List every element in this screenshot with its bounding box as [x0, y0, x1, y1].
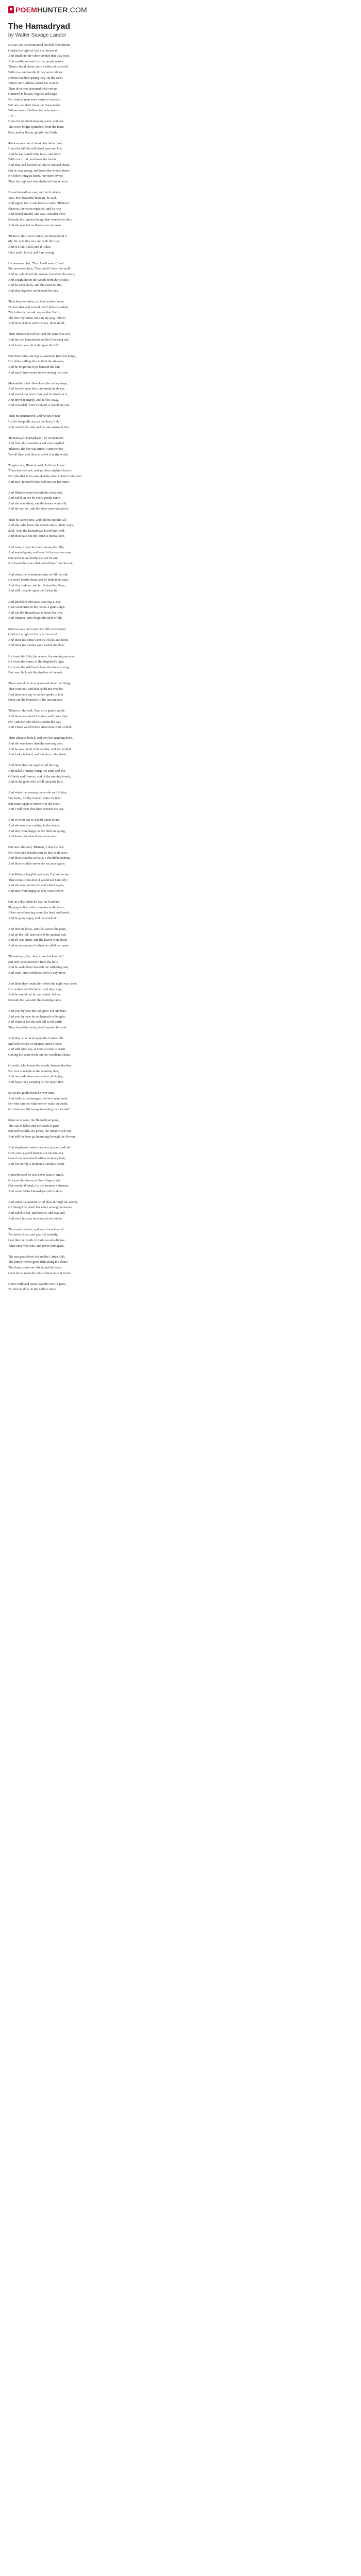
- poem-line: A bee came buzzing round his head and hands,: [8, 911, 70, 915]
- poem-line: Calling his name from out the woodland shade.: [8, 1053, 71, 1057]
- poem-line: Where stern Athene raised her citadel,: [8, 81, 59, 86]
- poem-line: And she was comforted, and smiled again,: [8, 884, 64, 888]
- stanza-break: [8, 1004, 353, 1009]
- poem-line: Rhaicos was born amid the hills wherefrom: [8, 627, 66, 631]
- poem-line: And look'd around, and saw a maiden there: [8, 212, 65, 216]
- stanza-break: [8, 567, 353, 572]
- poem-line: And he forgot the tryst beneath the oak,: [8, 365, 61, 369]
- stanza-break: [8, 1030, 353, 1036]
- poem-line: And thou wouldst never see my face again.': [8, 862, 66, 866]
- poem-line: And there they found him when the night was come,: [8, 982, 78, 986]
- stanza-break: [8, 1222, 353, 1227]
- poem-line: But come again to-morrow at the noon,: [8, 802, 60, 806]
- poemhunter-logo-icon: [8, 6, 14, 13]
- poem-line: And he had watch'd the fawn, and dealt: [8, 152, 60, 156]
- poem-line: And I will meet thee here beneath the oak.': [8, 807, 65, 811]
- stanza-break: [8, 1194, 353, 1200]
- poem-line: With rustic toil; and knew the beech: [8, 158, 56, 162]
- poem-line: And thou hast loved this tree, and I love thee;: [8, 715, 69, 719]
- poem-line: Of birds and flowers, and of the running brook,: [8, 774, 71, 778]
- poem-line: 'Rhaicos, the bee was mine; I sent the bee: [8, 447, 63, 451]
- poem-line: And she was ever waiting in the shade;: [8, 823, 60, 827]
- poem-line: And thou, if thou wilt love me, thou art all.': [8, 321, 66, 326]
- poem-line: He answered her, 'Then I will save it;' and: [8, 261, 64, 265]
- poem-line: And tended goats, and watch'd the seasons turn;: [8, 551, 72, 555]
- poem-line: The wave bright-sprinkled, from the foam: [8, 125, 64, 129]
- stanza-break: [8, 621, 353, 627]
- poem-line: And stay'd from morn to eve among the corn.: [8, 370, 69, 375]
- poem-line: Rhaicos, the voice repeated, and he rose: [8, 207, 61, 211]
- poem-line: RHAICOS was born amid the hills wherefrom: [8, 43, 70, 47]
- stanza-break: [8, 976, 353, 982]
- poem-line: And when the autumn wind blew through the woods,: [8, 1200, 78, 1204]
- poem-line: He stood beside them, and he bade them stay;: [8, 578, 69, 582]
- poem-line: Said, 'Son, the Hamadryad loved thee well,: [8, 529, 65, 533]
- stanza-break: [8, 867, 353, 873]
- poem-line: Then he remember'd, and he ran in fear: [8, 414, 60, 418]
- stanza-break: [8, 539, 353, 545]
- poem-line: And wept, and would not leave it any more.: [8, 971, 67, 975]
- poem-line: Beneath the topmost bough that waved o'er him,: [8, 218, 72, 222]
- poem-line: 'Rhaicos,' she said, 'thou art a gentle youth,: [8, 709, 65, 713]
- logo-text-tld: .COM: [68, 6, 87, 14]
- poem-line: The sun goes down behind the Carian hills,: [8, 1255, 65, 1259]
- stanza-break: [8, 485, 353, 490]
- poem-line: And call'd to her, and listen'd, and was still,: [8, 1211, 66, 1215]
- poem-line: For I am she who dwells within the oak,: [8, 720, 61, 724]
- poem-line: And still, they say, at noon a voice is heard: [8, 1047, 65, 1052]
- poem-line: And lovely was the light upon the hill.: [8, 343, 59, 347]
- poem-line: And wounded, from his hand, it found the oak.: [8, 403, 70, 408]
- poem-line: And all was silent, and the leaves were dead,: [8, 938, 68, 942]
- stanza-break: [8, 594, 353, 600]
- stanza-break: [8, 135, 353, 141]
- poem-body: [8, 43, 353, 1293]
- poem-line: And Rhaicos, who forgot the tryst of old.: [8, 616, 63, 620]
- poem-line: And Rhaicos wept beneath the silent oak,: [8, 490, 63, 495]
- poem-line: Lest like the youth of Caria we should lose: [8, 1239, 65, 1243]
- poem-line: And then he knew, and fled across the plain,: [8, 927, 67, 931]
- stanza-break: [8, 327, 353, 332]
- poem-line: And she was silent, and the leaves were still,: [8, 501, 68, 505]
- poem-line: And she was fair as flowers are at dawn.: [8, 223, 62, 227]
- poem-line: And there one day a maiden spoke to him: [8, 692, 63, 697]
- poem-line: And there his mother spun beside the door.: [8, 643, 65, 648]
- poem-line: That were not, and that could not ever be;: [8, 687, 63, 691]
- poem-line: And when at last the oak fell to the earth,: [8, 1020, 63, 1024]
- poem-line: Cluster'd in bosses, regular and large.: [8, 92, 58, 96]
- stanza-break: [8, 1085, 353, 1091]
- poem-line: Upon the hill the wild-bred goat and kid;: [8, 147, 62, 151]
- stanza-break: [8, 703, 353, 709]
- poem-line: And leave thee weeping by the fallen tree.: [8, 1080, 64, 1084]
- poem-line: And thou hast lost her; such is mortal love.': [8, 534, 66, 538]
- poem-line: And strike no messenger that love may send;: [8, 1096, 68, 1100]
- poem-line: Rhaicos is gone, the Hamadryad gone,: [8, 1118, 59, 1122]
- poem-line: And year by year he sat beneath its boughs;: [8, 1014, 66, 1019]
- stanza-break: [8, 1167, 353, 1173]
- stanza-break: [8, 256, 353, 261]
- poem-line: But on a day when he was far from her,: [8, 900, 60, 904]
- poem-line: And now, farewell; thou wilt not see me more.': [8, 480, 70, 484]
- poem-content: [8, 22, 353, 1293]
- poem-line: The festal choirs are silent, and the stars: [8, 1266, 61, 1269]
- poem-line: And no one answer'd when he call'd her name.: [8, 943, 70, 947]
- poem-line: And so from day to day he came to her,: [8, 818, 60, 822]
- stanza-break: [8, 348, 353, 354]
- stanza-break: [8, 840, 353, 845]
- poem-line: And they who dwell upon the Carian hills: [8, 1037, 64, 1041]
- poem-line: And they forbore, and left it standing there,: [8, 583, 65, 587]
- stanza-break: [8, 457, 353, 463]
- poem-line: To love thee and to tend thee?' Rhaicos asked.: [8, 305, 69, 309]
- poem-line: And he sank down beneath the withering oak,: [8, 965, 69, 970]
- poem-line: And sought her in the woods from day to day;: [8, 278, 69, 282]
- poem-line: Nor join the dances of the village youth;: [8, 1178, 62, 1182]
- poem-line: And the sun set, and the stars came out above.: [8, 507, 70, 511]
- poem-line: His father calling him to bind the sheaves,: [8, 360, 64, 364]
- stanza-break: [8, 1058, 353, 1063]
- poem-line: And from the branches a sad voice replied:: [8, 442, 65, 446]
- poem-line: But he was young, and loved the woods alone;: [8, 168, 70, 173]
- poem-line: For who that loves would strike what comes from love?: [8, 474, 82, 478]
- poem-line: She answered him, 'Then shall I love thee well.': [8, 267, 71, 271]
- poem-line: And went his way in silence to his home.: [8, 1216, 63, 1221]
- poem-line: Meanwhile a bee flew down the valley slope,: [8, 381, 68, 385]
- poem-line: Nor heard the voice that called him from the tree.: [8, 562, 74, 566]
- poem-line: To call thee, and thou struck'st it in thy wrath.': [8, 452, 70, 456]
- poem-line: He loved the hills, the woods, the running streams;: [8, 654, 75, 658]
- poem-line: And hover'd near him, humming in his ear,: [8, 387, 65, 391]
- stanza-break: [8, 184, 353, 190]
- poem-line: 'Rhaicos, this tree is mine; the Hamadryad I;: [8, 234, 67, 238]
- poem-line: And knew not what it was to be apart.: [8, 835, 59, 839]
- poem-line: Playing at dice with comrades in the town,: [8, 905, 64, 909]
- poem-line: And would not leave him; and he struck at it,: [8, 393, 68, 396]
- poem-line: Still tell the tale of Rhaicos and his love;: [8, 1042, 62, 1046]
- poem-line: And when the evening came she said to him,: [8, 791, 68, 795]
- poem-line: And lost her by a moment's careless wrath.: [8, 1162, 65, 1166]
- poem-line: 'Hamadryad! Hamadryad!' he cried aloud;: [8, 436, 64, 440]
- poem-line: He loved the wild bee's hum, the linnet's song;: [8, 665, 70, 669]
- poem-line: And smaller onward are the purple waves.: [8, 59, 64, 63]
- logo-text-poem: POEM: [15, 6, 38, 14]
- stanza-break: [8, 430, 353, 436]
- poem-line: Then he went home, and told his mother all;: [8, 518, 67, 522]
- poem-line: And he would not be comforted, but sat: [8, 993, 61, 997]
- poem-line: And she, who knew the woods and all their ways,: [8, 523, 74, 528]
- poem-line: Beneath the oak until the morning came.: [8, 998, 62, 1002]
- poem-line: Than the high tree that sheltered him at noon.: [8, 179, 69, 183]
- poem-line: Hence milk and honey wonder not, O guest,: [8, 1282, 67, 1286]
- site-logo[interactable]: [8, 4, 87, 15]
- poem-line: But once she said, 'Rhaicos, I fear the bee;: [8, 845, 64, 850]
- poem-line: And up the hill, and reach'd the ancient oak;: [8, 933, 67, 937]
- poem-line: Gnidos the light of Caria is discern'd;: [8, 633, 58, 637]
- poem-line: And one rash blow may shatter all its joy,: [8, 1075, 63, 1079]
- poem-line: And they were happy as they were before.: [8, 889, 64, 893]
- poem-line: To cherish love, and guard it tenderly,: [8, 1233, 58, 1237]
- poem-line: And drove it angrily, and it flew away,: [8, 398, 59, 402]
- poem-line: With rose and myrtle if they were inborn;: [8, 70, 63, 74]
- poem-line: The oak is fallen and the shade is past;: [8, 1124, 59, 1128]
- poem-line: The dew my nurse, the sun my play-fellow;: [8, 316, 66, 320]
- poem-line: 'My father is the oak, my mother Earth;: [8, 311, 60, 315]
- poem-line: And he was dumb with wonder, and she smiled,: [8, 747, 72, 751]
- poem-line: 'Hast thou no father, no kind mother, none: [8, 299, 64, 303]
- poem-line: Thence festal choirs were visible, all crown'd: [8, 65, 68, 69]
- poem-line: Then Rhaicos loved her; and the wind was still,: [8, 332, 71, 336]
- poem-line: And when the woodmen came to fell the oak,: [8, 572, 69, 577]
- poem-line: Hear sometimes in the leaves a gentle sigh,: [8, 605, 65, 609]
- poem-line: There would he lie at noon and dream of things: [8, 682, 71, 686]
- poem-line: And reach'd the oak; and no one answer'd him.: [8, 425, 70, 429]
- poem-line: And travellers who pass that way at eve: [8, 600, 61, 604]
- poem-line: But one was their devotion: 'twas to her: [8, 103, 61, 107]
- poem-line: And sighed for it; and heard a voice: 'Rhaicos!': [8, 201, 71, 206]
- poem-line: And thou shouldst strike it, I should be undone,: [8, 856, 71, 860]
- stanza-break: [8, 376, 353, 381]
- poem-line: They found him lying dead beneath its roots.: [8, 1025, 68, 1029]
- poem-line: What once was ours, and never find again.: [8, 1244, 64, 1248]
- poem-line: Or what dear life hangs trembling on a thread?: [8, 1107, 70, 1111]
- stanza-break: [8, 894, 353, 900]
- stanza-break: [8, 1140, 353, 1145]
- stanza-break: [8, 676, 353, 682]
- poem-line: And she was fairer than the morning star;: [8, 742, 63, 745]
- poem-line: Rhaicos was one of these; his father bred: [8, 141, 62, 145]
- poem-line: Upon the hundred-heaving wave, and saw: [8, 120, 64, 124]
- poem-line: -- § --: [8, 114, 16, 118]
- poem-line: 'Go home, for thy mother waits for thee;: [8, 796, 62, 800]
- poem-byline: by Walter Savage Landor: [8, 32, 67, 38]
- poem-line: And if it fall, I fall; and if it dies: [8, 245, 51, 249]
- poem-line: Thus ends the tale; and may it teach us all: [8, 1227, 64, 1231]
- poem-line: Then Rhaicos look'd, and saw her standing there,: [8, 736, 73, 740]
- stanza-break: [8, 512, 353, 518]
- poem-line: And still it stands upon the Carian hill.: [8, 589, 60, 593]
- poem-line: 'Forgive me,' Rhaicos said; 'I did not know.': [8, 463, 66, 467]
- poem-line: For love is fragile as the morning dew,: [8, 1069, 59, 1073]
- poem-line: If from Pandion sprang they, on the coast: [8, 76, 63, 80]
- poem-line: For who can tell what sorrow waits on wrath,: [8, 1102, 68, 1106]
- stanza-break: [8, 1276, 353, 1282]
- poem-line: No holier thing he knew, nor more divine,: [8, 174, 64, 178]
- poem-line: Look down upon the place where once it stood.: [8, 1271, 71, 1275]
- stanza-break: [8, 731, 353, 736]
- poem-line: Tree, how beautiful thou art, he said,: [8, 196, 57, 200]
- poem-line: And of the gods who dwell upon the hills.: [8, 780, 64, 784]
- poem-line: But still the hills are green, the streams still run,: [8, 1129, 72, 1133]
- poem-line: My life is in this tree and with this tree;: [8, 240, 60, 244]
- poem-line: But wander'd lonely by the mountain streams,: [8, 1184, 69, 1188]
- poem-line: Gnidos the light of Caria is discern'd;: [8, 48, 58, 53]
- poem-line: And small are the white-crested that play near,: [8, 54, 70, 58]
- poem-line: He thought he heard her voice among the leaves,: [8, 1206, 73, 1210]
- poem-line: That comes from thee; I would not hurt a fly',: [8, 878, 69, 882]
- poem-line: But only echo answer'd from the hills;: [8, 960, 59, 964]
- poem-line: And say the Hamadryad mourns her love,: [8, 611, 63, 615]
- poem-line: 'Thou knewest not, and yet thou mightest know;: [8, 469, 72, 473]
- poem-line: And shepherds, when they rest at noon, will tell: [8, 1145, 72, 1149]
- poem-line: And he, who loved the woods, loved her the more,: [8, 272, 75, 276]
- poem-line: And there his father kept the flocks and herds,: [8, 638, 70, 642]
- poem-line: And the bee hummed about the flowering ash,: [8, 338, 70, 342]
- poem-line: For various men wore various coronals;: [8, 97, 61, 101]
- poem-line: And he came daily, and she came to him,: [8, 283, 62, 287]
- poem-line: From out the branches of the ancient tree.: [8, 698, 63, 702]
- poem-line: And still the bees go humming through the flowers.: [8, 1134, 76, 1139]
- poem-line: Up the steep hill, across the dewy field,: [8, 419, 60, 423]
- stanza-break: [8, 949, 353, 955]
- stanza-break: [8, 758, 353, 764]
- poem-line: But most he loved the shadow of the oak.: [8, 671, 63, 675]
- poem-line: And there they sat together all the day,: [8, 764, 59, 768]
- stanza-break: [8, 294, 353, 299]
- poem-line: The purple waves grow dark along the shore;: [8, 1260, 68, 1264]
- poem-line: How once a youth beneath an ancient oak: [8, 1151, 63, 1155]
- stanza-break: [8, 228, 353, 234]
- poem-line: Henceforward he was never seen to smile,: [8, 1173, 64, 1177]
- poem-line: 'Hamadryad,' he cried, 'come back to me!': [8, 955, 63, 959]
- stanza-break: [8, 649, 353, 654]
- poem-line: For if the bee should come to thee with news,: [8, 851, 69, 855]
- poem-line: I die; and it is old, and I am young.': [8, 250, 55, 255]
- poem-line: And he grew angry, and he struck at it.: [8, 917, 59, 920]
- stanza-break: [8, 922, 353, 927]
- poem-line: And they together sat beneath the oak.: [8, 289, 59, 293]
- poem-line: Rise, and in Beauty glorify the Earth.: [8, 130, 58, 134]
- poem-line: And Rhaicos laugh'd, and said, 'I strike no bee: [8, 873, 70, 877]
- poem-line: And mourn'd the Hamadryad all his days.: [8, 1189, 63, 1193]
- poem-line: And I have watch'd thee since thou wert a child.': [8, 725, 73, 730]
- poem-line: So let the gentle heart be ever kind,: [8, 1091, 55, 1095]
- poem-line: Whose laws all follow, her who smiled: [8, 109, 60, 113]
- poem-line: And year by year the oak grew old and bare,: [8, 1009, 67, 1013]
- poem-line: To find set duly on the hollow stone.: [8, 1287, 57, 1292]
- poem-line: And many a year he lived among the hills,: [8, 545, 64, 549]
- poem-line: But never more beside the oak he sat,: [8, 556, 58, 560]
- poem-line: O youth, who lovest the woods, beware the bee;: [8, 1064, 72, 1068]
- stanza-break: [8, 409, 353, 414]
- poem-line: But there came one day a summons from his home,: [8, 354, 76, 358]
- logo-text-hunter: HUNTER: [37, 6, 68, 14]
- poem-line: And they were happy as the birds in spring,: [8, 829, 66, 833]
- poem-line: Then olive was intwined with violets: [8, 87, 57, 91]
- poem-line: He sat beneath an oak, and, in its shade,: [8, 191, 61, 195]
- poem-line: He loved the music of the shepherd's pipe;: [8, 660, 64, 664]
- stanza-break: [8, 785, 353, 791]
- stanza-break: [8, 812, 353, 818]
- poem-line: And talk'd of many things, of earth and sky,: [8, 769, 66, 773]
- stanza-break: [8, 1112, 353, 1118]
- poem-line: And call'd on her by every gentle name,: [8, 496, 61, 500]
- poem-title: The Hamadryad: [8, 22, 71, 31]
- poem-line: His mother and his father, and they wept;: [8, 987, 63, 991]
- poem-line: Loved one who dwelt within its hoary bark,: [8, 1157, 66, 1161]
- poem-line: And elm, and learn'd the rule of sun and shade.: [8, 163, 71, 167]
- poem-line: And took his hand, and led him to the shade.: [8, 753, 68, 757]
- stanza-break: [8, 1249, 353, 1255]
